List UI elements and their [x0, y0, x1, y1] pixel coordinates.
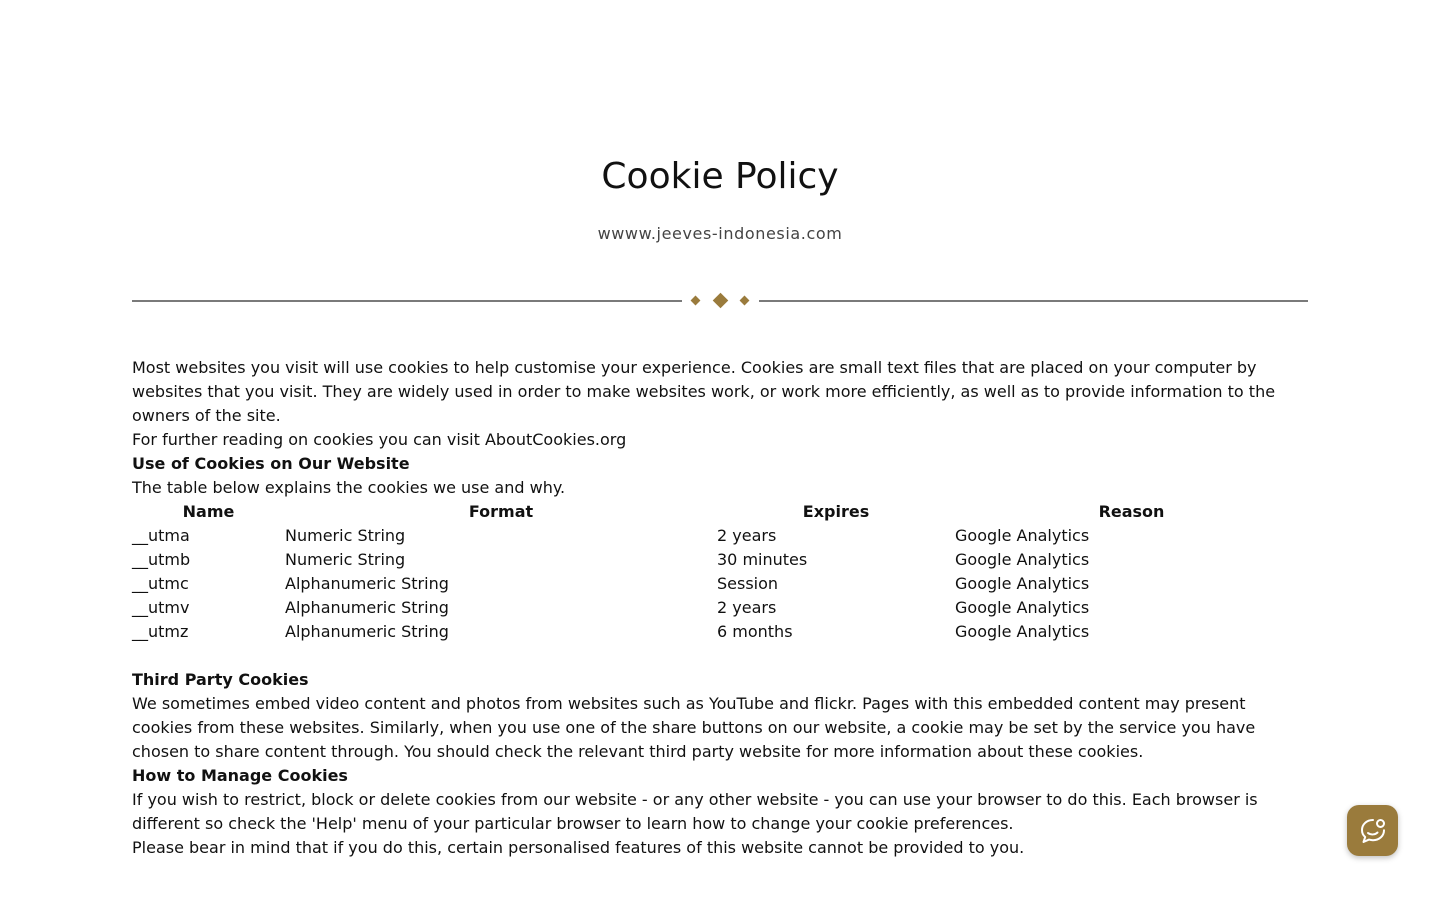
- intro-paragraph: Most websites you visit will use cookies to help customise your experience. Cookies are small text files that are placed on your computer by websites that you visit. They are widely used in order to make websites work, or work more efficiently, as well as to provide information to the owners of the site.: [132, 358, 1276, 425]
- cookie-reason: Google Analytics: [955, 598, 1090, 617]
- table-row: [132, 572, 1308, 596]
- table-row: [132, 548, 1308, 572]
- cookie-name: __utmz: [132, 622, 189, 641]
- page-header: [0, 152, 1440, 246]
- site-url: wwww.jeeves-indonesia.com: [597, 224, 843, 243]
- cookie-format: Alphanumeric String: [285, 622, 449, 641]
- chat-bubble-icon: [1358, 816, 1388, 846]
- policy-content: [132, 356, 1308, 860]
- cookie-name: __utmb: [132, 550, 191, 569]
- cookie-expires: Session: [717, 574, 779, 593]
- column-header-reason: Reason: [1098, 502, 1165, 521]
- cookie-expires: 30 minutes: [717, 550, 808, 569]
- manage-cookies-text: If you wish to restrict, block or delete cookies from our website - or any other website - you can use your browser to do this. Each browser is different so check the 'Help' menu of your particular browser to learn how to change your cookie preferences.: [132, 790, 1258, 833]
- divider-line-right: [759, 300, 1308, 302]
- diamond-ornament-icon: [740, 296, 750, 306]
- further-reading-text: For further reading on cookies you can visit AboutCookies.org: [132, 430, 627, 449]
- column-header-name: Name: [182, 502, 235, 521]
- cookie-reason: Google Analytics: [955, 622, 1090, 641]
- cookies-table: [132, 500, 1308, 644]
- table-row: [132, 524, 1308, 548]
- divider-line-left: [132, 300, 682, 302]
- table-row: [132, 596, 1308, 620]
- column-header-format: Format: [468, 502, 534, 521]
- manage-cookies-heading: How to Manage Cookies: [132, 766, 348, 785]
- cookie-format: Alphanumeric String: [285, 598, 449, 617]
- table-header-row: [132, 500, 1308, 524]
- chat-button[interactable]: [1347, 805, 1398, 856]
- cookie-expires: 2 years: [717, 598, 777, 617]
- cookie-expires: 6 months: [717, 622, 793, 641]
- cookie-format: Numeric String: [285, 526, 406, 545]
- cookie-name: __utma: [132, 526, 190, 545]
- diamond-ornament-icon: [713, 293, 729, 309]
- cookie-name: __utmc: [132, 574, 189, 593]
- cookie-format: Numeric String: [285, 550, 406, 569]
- third-party-cookies-text: We sometimes embed video content and photos from websites such as YouTube and flickr. Pages with this embedded content may present cookies from these websites. Similarly, when you use one of the share buttons on our website, a cookie may be set by the service you have chosen to share content through. You should check the relevant third party website for more information about these cookies.: [132, 694, 1256, 761]
- spacer: [132, 644, 1308, 668]
- page-title: Cookie Policy: [601, 156, 839, 197]
- table-row: [132, 620, 1308, 644]
- ornamental-divider: [132, 290, 1308, 312]
- table-intro-text: The table below explains the cookies we use and why.: [132, 478, 566, 497]
- cookie-reason: Google Analytics: [955, 550, 1090, 569]
- third-party-cookies-heading: Third Party Cookies: [132, 670, 309, 689]
- use-of-cookies-heading: Use of Cookies on Our Website: [132, 454, 410, 473]
- cookie-name: __utmv: [132, 598, 190, 617]
- cookie-reason: Google Analytics: [955, 526, 1090, 545]
- manage-cookies-note: Please bear in mind that if you do this, certain personalised features of this website cannot be provided to you.: [132, 838, 1025, 857]
- cookie-expires: 2 years: [717, 526, 777, 545]
- cookie-reason: Google Analytics: [955, 574, 1090, 593]
- column-header-expires: Expires: [802, 502, 870, 521]
- diamond-ornament-icon: [691, 296, 701, 306]
- cookie-format: Alphanumeric String: [285, 574, 449, 593]
